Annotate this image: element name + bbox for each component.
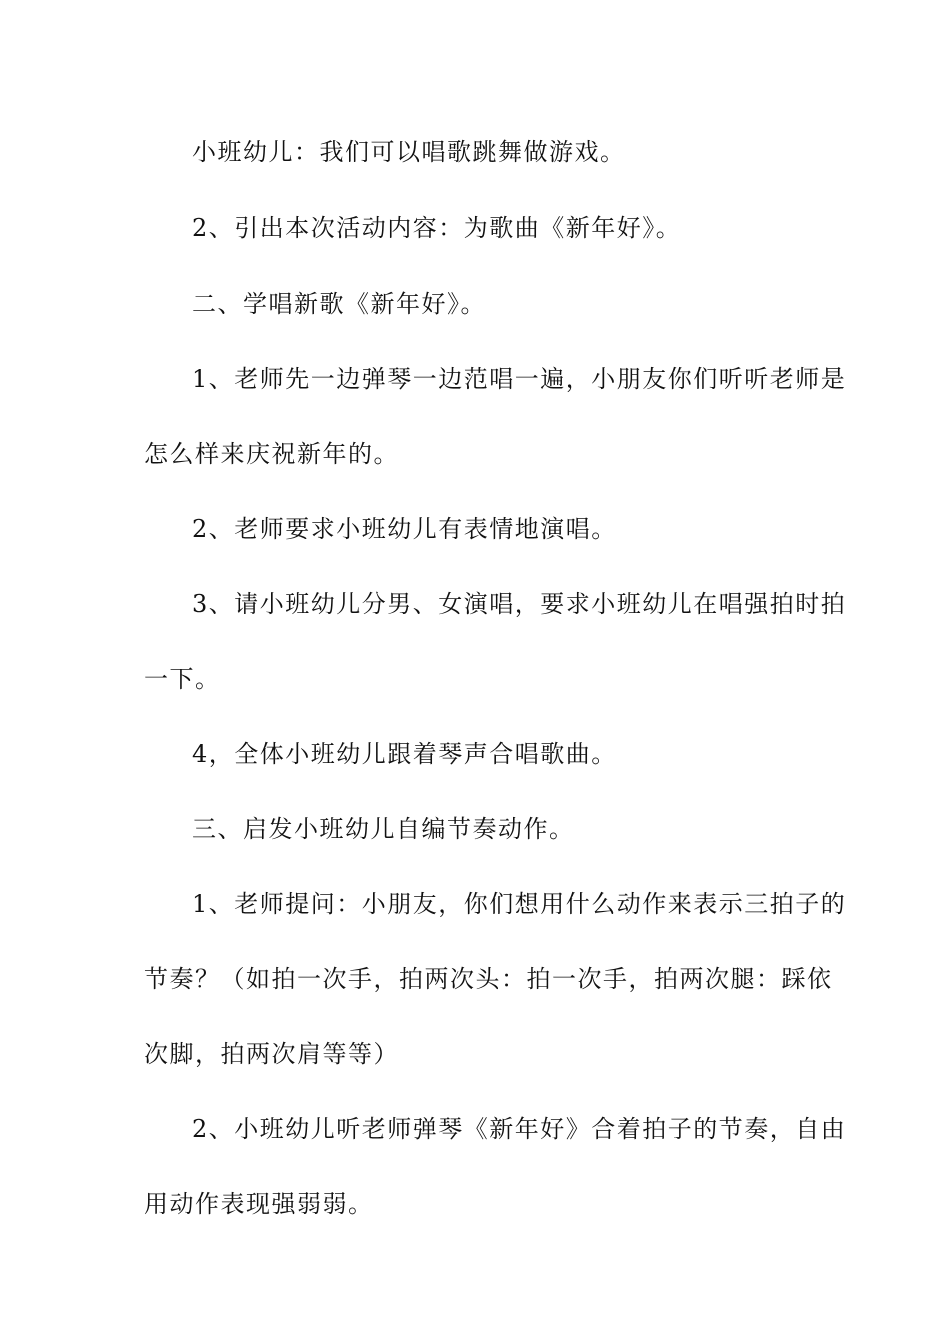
text-line: 2、引出本次活动内容：为歌曲《新年好》。 [192, 214, 682, 242]
text-line: 2、老师要求小班幼儿有表情地演唱。 [192, 515, 617, 543]
text-line: 次脚，拍两次肩等等） [144, 1040, 399, 1068]
text-line: 用动作表现强弱弱。 [144, 1190, 374, 1218]
section-heading: 三、启发小班幼儿自编节奏动作。 [192, 815, 575, 843]
text-line: 3、请小班幼儿分男、女演唱，要求小班幼儿在唱强拍时拍 [192, 590, 847, 618]
text-line: 一下。 [144, 665, 221, 693]
text-line: 2、小班幼儿听老师弹琴《新年好》合着拍子的节奏，自由 [192, 1115, 847, 1143]
section-heading: 二、学唱新歌《新年好》。 [192, 290, 486, 318]
text-line: 1、老师提问：小朋友，你们想用什么动作来表示三拍子的 [192, 890, 847, 918]
text-line: 1、老师先一边弹琴一边范唱一遍，小朋友你们听听老师是 [192, 365, 847, 393]
text-line: 节奏？（如拍一次手，拍两次头：拍一次手，拍两次腿：踩依 [144, 965, 833, 993]
text-line: 怎么样来庆祝新年的。 [144, 440, 399, 468]
text-line: 4，全体小班幼儿跟着琴声合唱歌曲。 [192, 740, 617, 768]
text-line: 小班幼儿：我们可以唱歌跳舞做游戏。 [192, 138, 626, 166]
